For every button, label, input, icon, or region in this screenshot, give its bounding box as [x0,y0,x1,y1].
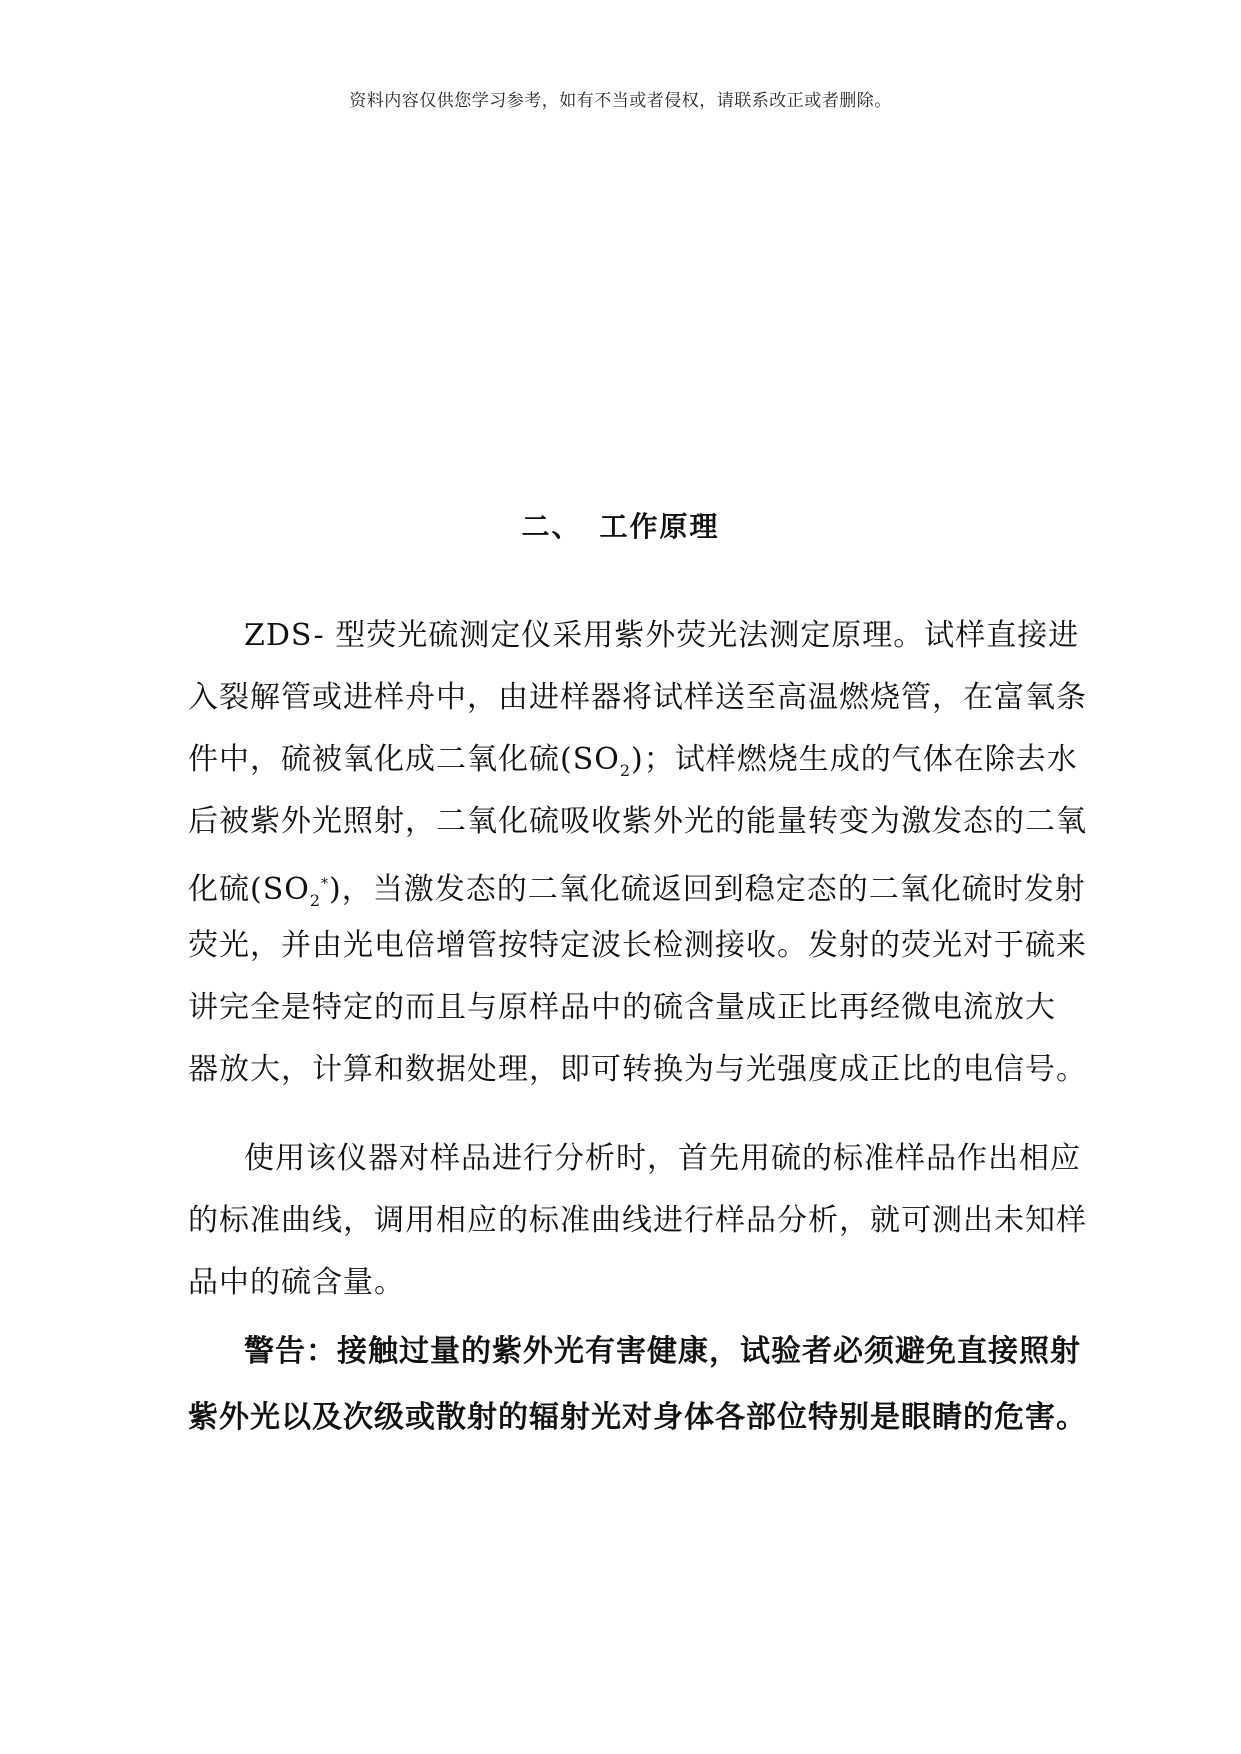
warning-paragraph [188,1319,1087,1451]
paragraph-line: 品中的硫含量。 [188,1265,405,1300]
paragraph-line: 的标准曲线，调用相应的标准曲线进行样品分析，就可测出未知样 [188,1203,1087,1238]
paragraph-line: 讲完全是特定的而且与原样品中的硫含量成正比再经微电流放大 [188,990,1056,1025]
header-disclaimer: 资料内容仅供您学习参考，如有不当或者侵权，请联系改正或者删除。 [349,91,892,111]
paragraph-line: 器放大，计算和数据处理，即可转换为与光强度成正比的电信号。 [188,1052,1087,1087]
warning-line: 紫外光以及次级或散射的辐射光对身体各部位特别是眼睛的危害。 [188,1400,1087,1435]
warning-line: 警告：接触过量的紫外光有害健康，试验者必须避免直接照射 [244,1334,1081,1369]
paragraph-line: 件中，硫被氧化成二氧化硫$(SO_2)$；试样燃烧生成的气体在除去水 [188,742,1078,780]
paragraph-usage [188,1128,1087,1314]
paragraph-principle [188,605,1087,1101]
section-number: 二、 [521,510,582,543]
paragraph-line: 入裂解管或进样舟中，由进样器将试样送至高温燃烧管，在富氧条 [188,680,1087,715]
paragraph-line: 化硫$(SO_2^*)$，当激发态的二氧化硫返回到稳定态的二氧化硫时发射 [188,872,1086,910]
section-title: 工作原理 [599,510,720,543]
paragraph-line: 后被紫外光照射，二氧化硫吸收紫外光的能量转变为激发态的二氧 [188,804,1087,839]
paragraph-line: 使用该仪器对样品进行分析时，首先用硫的标准样品作出相应 [244,1141,1081,1176]
paragraph-line: ZDS- 型荧光硫测定仪采用紫外荧光法测定原理。试样直接进 [244,618,1080,653]
paragraph-line: 荧光，并由光电倍增管按特定波长检测接收。发射的荧光对于硫来 [188,928,1087,963]
section-heading [0,505,1241,545]
